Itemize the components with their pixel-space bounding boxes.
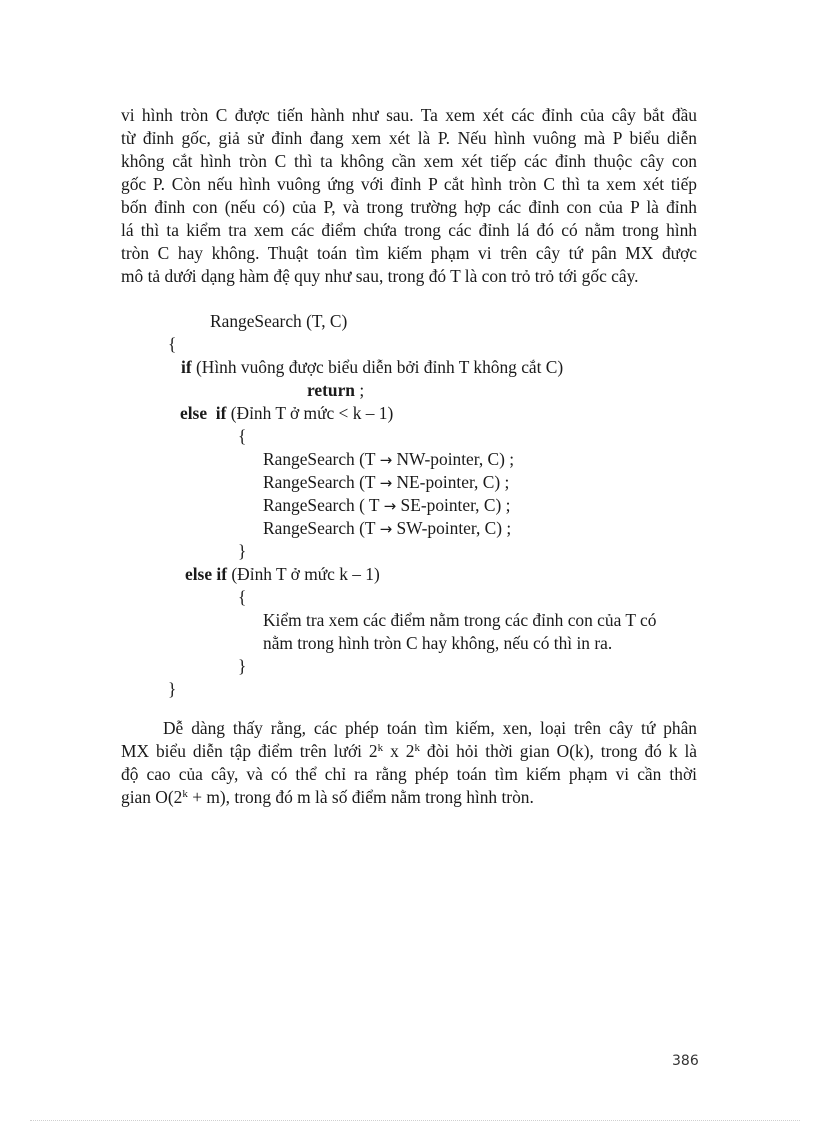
superscript: k xyxy=(414,742,420,754)
code-call-prefix: RangeSearch ( T xyxy=(263,495,380,515)
code-call-prefix: RangeSearch (T xyxy=(263,472,376,492)
code-call-line xyxy=(263,448,514,472)
code-elseif-line-2 xyxy=(185,563,380,586)
code-call-prefix: RangeSearch (T xyxy=(263,518,376,538)
paragraph-range-search-intro xyxy=(121,104,697,288)
code-keyword: return xyxy=(307,380,355,400)
paragraph-complexity xyxy=(121,717,697,809)
text-fragment: + m), trong đó m là số điểm nằm trong hình tròn. xyxy=(187,787,534,807)
right-arrow-icon: → xyxy=(379,520,393,538)
code-condition: (Hình vuông được biểu diễn bởi đỉnh T không cắt C) xyxy=(195,357,564,377)
text-line: lá thì ta kiểm tra xem các điểm chứa trong các đỉnh lá đó có nằm trong hình xyxy=(121,220,697,240)
right-arrow-icon: → xyxy=(383,497,397,515)
text-line: độ cao của cây, và có thể chỉ ra rằng phép toán tìm kiếm phạm vi cần thời xyxy=(121,764,697,784)
text-fragment: MX biểu diễn tập điểm trên lưới 2 xyxy=(121,741,378,761)
code-check-line: nằm trong hình tròn C hay không, nếu có thì in ra. xyxy=(263,633,613,653)
code-call-suffix: SW-pointer, C) ; xyxy=(396,518,512,538)
code-call-line xyxy=(263,494,510,518)
code-close-brace: } xyxy=(168,679,177,699)
superscript: k xyxy=(182,788,188,800)
text-line: vi hình tròn C được tiến hành như sau. Ta xem xét các đỉnh của cây bắt đầu xyxy=(121,105,697,125)
code-call-suffix: NW-pointer, C) ; xyxy=(396,449,515,469)
text-line: mô tả dưới dạng hàm đệ quy như sau, trong đó T là con trỏ trỏ tới gốc cây. xyxy=(121,266,639,286)
code-call-line xyxy=(263,517,511,541)
code-keyword: else xyxy=(180,403,208,423)
code-call-suffix: SE-pointer, C) ; xyxy=(400,495,511,515)
code-return-line xyxy=(307,379,364,402)
superscript: k xyxy=(377,742,384,754)
text-line: gốc P. Còn nếu hình vuông ứng với đỉnh P cắt hình tròn C thì ta xem xét tiếp xyxy=(121,174,697,194)
code-keyword: if xyxy=(181,357,192,377)
text-line: từ đỉnh gốc, giả sử đỉnh đang xem xét là P. Nếu hình vuông mà P biểu diễn xyxy=(121,128,697,148)
code-condition: (Đỉnh T ở mức < k – 1) xyxy=(230,403,394,423)
right-arrow-icon: → xyxy=(379,474,393,492)
code-open-brace: { xyxy=(168,334,177,354)
right-arrow-icon: → xyxy=(379,451,393,469)
code-condition: (Đỉnh T ở mức k – 1) xyxy=(231,564,380,584)
code-check-line: Kiểm tra xem các điểm nằm trong các đỉnh con của T có xyxy=(263,610,657,630)
text-line xyxy=(121,740,697,763)
code-keyword: if xyxy=(215,403,227,423)
code-keyword: else xyxy=(185,564,213,584)
text-line: bốn đỉnh con (nếu có) của P, và trong trường hợp các đỉnh con của P là đỉnh xyxy=(121,197,697,217)
code-call-line xyxy=(263,471,509,495)
page-number: 386 xyxy=(672,1053,699,1069)
code-if-line xyxy=(181,356,563,379)
code-signature: RangeSearch (T, C) xyxy=(210,311,348,331)
code-close-brace: } xyxy=(238,541,247,561)
code-call-suffix: NE-pointer, C) ; xyxy=(396,472,510,492)
code-open-brace: { xyxy=(238,426,247,446)
text-fragment: x 2 xyxy=(383,741,415,761)
code-semicolon: ; xyxy=(359,380,365,400)
text-fragment: đòi hỏi thời gian O(k), trong đó k là xyxy=(419,741,697,761)
code-keyword: if xyxy=(216,564,228,584)
code-call-prefix: RangeSearch (T xyxy=(263,449,376,469)
text-line: không cắt hình tròn C thì ta không cần xem xét tiếp các đỉnh thuộc cây con xyxy=(121,151,697,171)
text-fragment: gian O(2 xyxy=(121,787,183,807)
text-line xyxy=(121,786,697,809)
code-elseif-line-1 xyxy=(180,402,393,425)
code-open-brace: { xyxy=(238,587,247,607)
text-line: Dễ dàng thấy rằng, các phép toán tìm kiếm, xen, loại trên cây tứ phân xyxy=(163,718,697,738)
footer-divider xyxy=(30,1120,800,1121)
code-close-brace: } xyxy=(238,656,247,676)
text-line: tròn C hay không. Thuật toán tìm kiếm phạm vi trên cây tứ pân MX được xyxy=(121,243,697,263)
